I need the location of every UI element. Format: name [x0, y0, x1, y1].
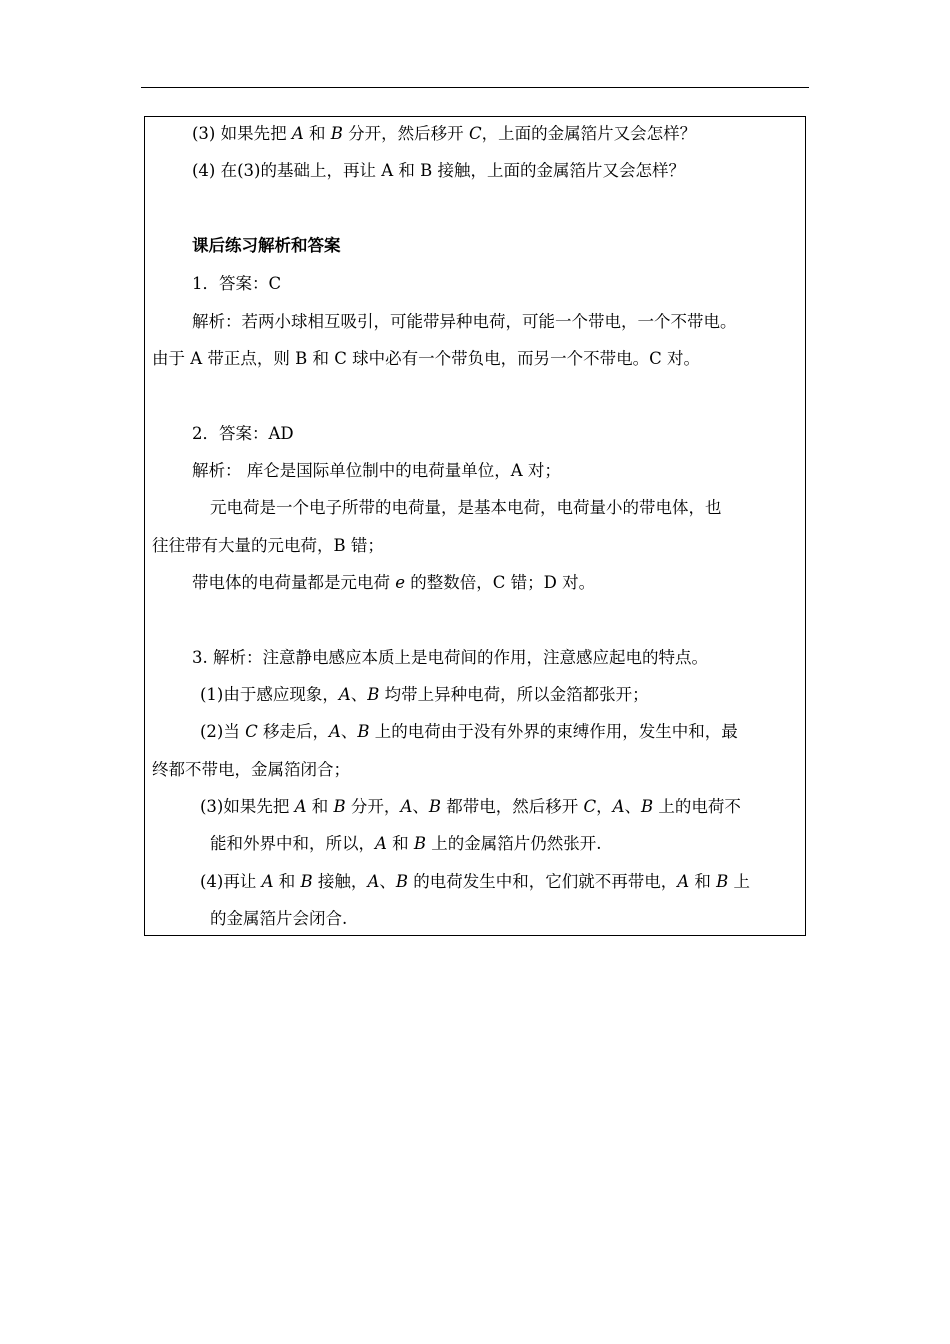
header-rule [141, 87, 809, 88]
answer-3-point-2-line2: 终都不带电，金属箔闭合； [152, 760, 350, 779]
question-3: (3) 如果先把 A 和 B 分开，然后移开 C，上面的金属箔片又会怎样？ [192, 124, 697, 143]
answer-3-point-4: (4)再让 A 和 B 接触，A、B 的电荷发生中和，它们就不再带电，A 和 B 上 [200, 872, 751, 891]
answer-1-analysis-line1: 解析：若两小球相互吸引，可能带异种电荷，可能一个带电，一个不带电。 [192, 312, 737, 331]
answer-2-analysis-line4: 带电体的电荷量都是元电荷 e 的整数倍，C 错；D 对。 [192, 573, 596, 592]
answer-1: 1．答案：C [192, 274, 282, 293]
answer-2-analysis-line1: 解析： 库仑是国际单位制中的电荷量单位，A 对； [192, 461, 561, 480]
answer-2-analysis-line2: 元电荷是一个电子所带的电荷量，是基本电荷，电荷量小的带电体，也 [210, 498, 722, 517]
answer-3-point-3: (3)如果先把 A 和 B 分开，A、B 都带电，然后移开 C，A、B 上的电荷不 [200, 797, 741, 816]
question-4: (4) 在(3)的基础上，再让 A 和 B 接触，上面的金属箔片又会怎样？ [192, 161, 686, 180]
answer-2-analysis-line3: 往往带有大量的元电荷，B 错； [152, 536, 384, 555]
section-title: 课后练习解析和答案 [192, 236, 341, 255]
answer-3-intro: 3. 解析：注意静电感应本质上是电荷间的作用，注意感应起电的特点。 [192, 648, 708, 667]
answer-1-analysis-line2: 由于 A 带正点，则 B 和 C 球中必有一个带负电，而另一个不带电。C 对。 [152, 349, 701, 368]
answer-3-point-4-line2: 的金属箔片会闭合. [210, 909, 348, 928]
answer-2: 2．答案：AD [192, 424, 294, 443]
answer-3-point-1: (1)由于感应现象，A、B 均带上异种电荷，所以金箔都张开； [200, 685, 649, 704]
answer-3-point-2: (2)当 C 移走后，A、B 上的电荷由于没有外界的束缚作用，发生中和，最 [200, 722, 738, 741]
answer-3-point-3-line2: 能和外界中和，所以，A 和 B 上的金属箔片仍然张开. [210, 834, 602, 853]
